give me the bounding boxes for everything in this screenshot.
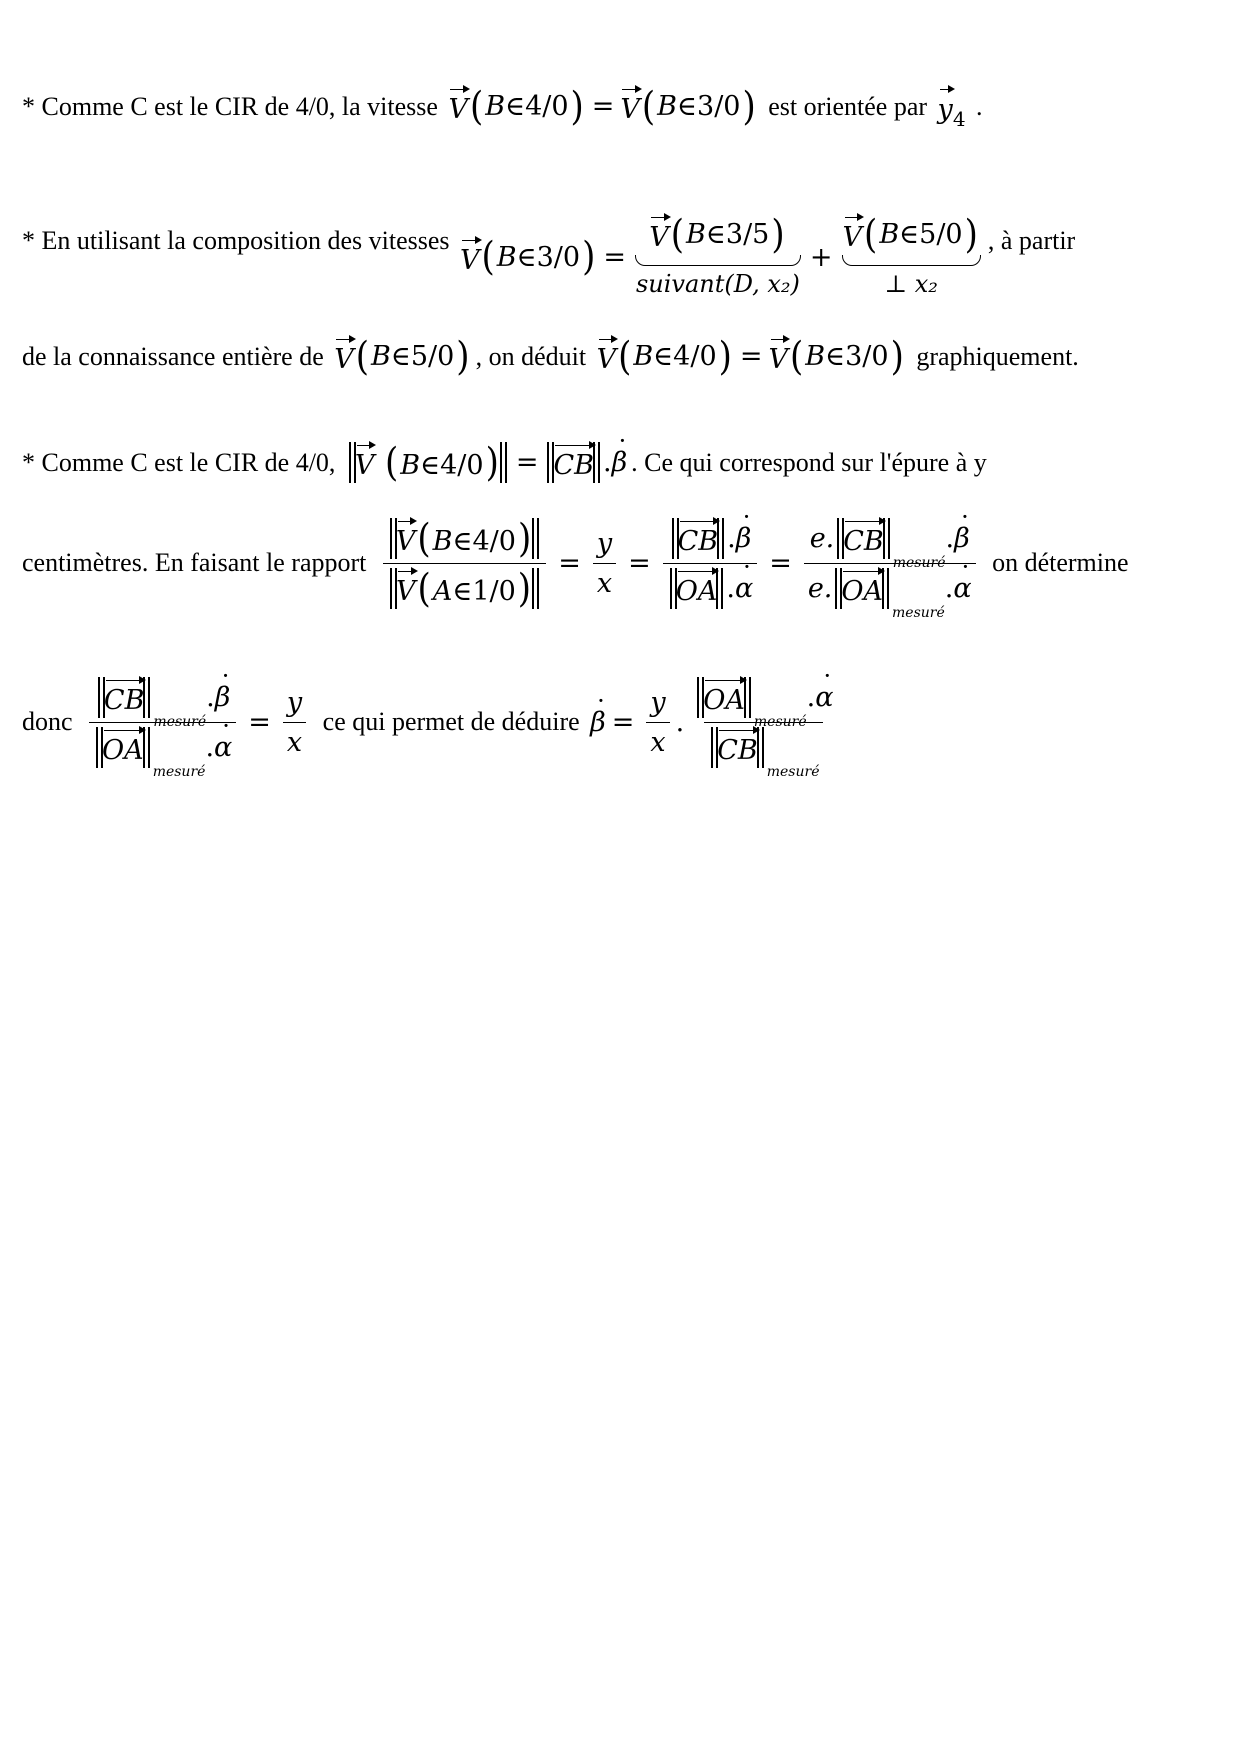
alpha-dot: · α [214,732,232,763]
alpha-dot: · α [735,573,753,604]
vector-v: V [460,239,480,276]
fraction-y-x [283,687,306,758]
velocity-equation: V ( B ∈ 4/0 ) = V ( B ∈ 3/0 ) [448,83,756,130]
point-b: B [805,341,826,372]
subscript-mesure: mesuré [152,763,206,780]
vector-cb: CB [553,444,594,481]
in-symbol: ∈ [677,91,698,122]
in-symbol: ∈ [825,341,846,372]
beta-dot: · β [590,707,606,738]
underbrace-term-2: V ( B ∈ 5/0 ) ⊥ x₂ [843,216,980,298]
motion-label: 4/0 [673,341,717,372]
vector-v: V [355,444,375,481]
numerator: y [596,527,613,559]
in-symbol: ∈ [452,525,473,557]
alpha-dot: · α [953,573,971,604]
paragraph-deduction [22,333,1224,380]
vector-v: V [396,520,416,557]
vector-oa: OA [841,570,883,607]
paragraph-norm [22,440,1224,486]
paragraph-ratio [22,508,1224,621]
point-b: B [485,91,506,122]
text-segment: . [969,91,983,121]
vector-v: V [620,88,640,125]
text-segment: on détermine [985,548,1129,577]
equals-sign: = [628,547,651,579]
motion-label: 3/5 [725,219,770,250]
motion-label: 5/0 [919,219,963,250]
numerator: y [650,686,666,718]
vector-oa: OA [703,679,745,716]
point-b: B [496,241,517,273]
in-symbol: ∈ [390,341,411,372]
vector-v: V [334,338,354,375]
point-b: B [371,341,391,372]
text-segment: , à partir [987,226,1076,255]
motion-label: 3/0 [536,241,581,273]
text-segment: centimètres. En faisant le rapport [22,548,373,577]
point-b: B [633,341,654,372]
text-segment: * Comme C est le CIR de 4/0, [22,447,342,477]
beta-dot: · β [612,447,628,478]
point-b: B [657,91,678,122]
paragraph-cir-orientation [22,83,1224,131]
underbrace-label: ⊥ x₂ [884,270,938,298]
text-segment: * En utilisant la composition des vitesses [22,226,457,255]
vector-y: y [938,88,953,125]
equals-sign: = [739,341,763,372]
text-segment: graphiquement. [909,341,1079,371]
in-symbol: ∈ [516,241,537,273]
text-segment: . Ce qui correspond sur l'épure à y [631,447,987,477]
velocity-equation: V ( B ∈ 4/0 ) = V ( B ∈ 3/0 ) [596,333,904,380]
subscript-mesure: mesuré [766,763,820,780]
denominator: x [593,563,616,599]
motion-label: 3/0 [845,341,889,372]
fraction-measured: CB mesuré . · β OA mesuré . · α [89,677,236,768]
motion-label: 4/0 [525,91,569,122]
motion-label: 5/0 [410,341,455,372]
beta-dot: · β [215,682,231,713]
underbrace-label: suivant(D, x₂) [635,270,800,298]
axis-y4 [937,88,966,131]
plus-sign: + [809,241,833,273]
vector-cb: CB [104,679,145,716]
equals-sign: = [515,447,539,478]
point-b: B [879,219,900,250]
in-symbol: ∈ [505,91,526,122]
fraction-velocities: $\frac{V(B\in 4/0)}{V(A\in 1/0)}$ [383,518,546,609]
denominator: x [283,722,306,758]
in-symbol: ∈ [420,450,441,481]
equals-sign: = [248,706,271,738]
denominator: x [646,722,669,758]
motion-label: 4/0 [440,450,484,481]
text-segment: donc [22,707,80,736]
vector-v: V [448,88,468,125]
point-a: A [432,575,453,607]
norm-equation: V (B∈4/0) = CB . · β [346,442,627,483]
underbrace-term-1: V ( B ∈ 3/5 ) suivant(D, x₂) [635,211,800,298]
vector-oa: OA [676,570,718,607]
motion-label: 3/0 [697,91,741,122]
point-b: B [400,450,421,481]
text-segment: , on déduit [475,341,593,371]
in-symbol: ∈ [705,219,726,250]
underbrace [842,255,981,266]
beta-dot-equation: · β = $\frac{y}{x}$ . OA mesuré . · α CB mesuré [590,677,843,768]
norm-velocity: V (B∈4/0) [349,442,507,483]
norm-cb [547,442,600,483]
equals-sign: = [558,547,581,579]
in-symbol: ∈ [653,341,674,372]
ratio-equation [377,515,982,621]
point-b: B [686,219,706,250]
beta-dot: · β [736,523,752,554]
vector-cb: CB [843,520,884,557]
point-b: B [432,525,453,557]
fraction-oa-cb: OA mesuré . · α CB mesuré [690,677,837,768]
vector-v: V [843,216,863,253]
composition-equation: V ( B ∈ 3/0 ) = V ( B ∈ 3/5 ) suivant(D, x₂) + V ( B ∈ 5/0 ) ⊥ x₂ [460,216,984,298]
subscript-mesure: mesuré [892,604,945,621]
vector-v: V [396,570,416,607]
vector-cb: CB [678,520,719,557]
subscript: 4 [952,107,966,131]
scale-e: e. [809,522,835,554]
measured-ratio-equation [83,677,312,780]
text-segment: de la connaissance entière de [22,341,331,371]
vector-oa: OA [102,729,144,766]
motion-label: 4/0 [472,525,516,557]
in-symbol: ∈ [899,219,920,250]
vector-v: V [649,216,669,253]
fraction-measured: e. CB mesuré . · β e. OA mesuré . · α [804,518,976,609]
text-segment: * Comme C est le CIR de 4/0, la vitesse [22,91,445,121]
text-segment: est orientée par [761,91,934,121]
alpha-dot: · α [815,682,833,713]
equals-sign: = [769,547,792,579]
beta-dot: · β [954,523,970,554]
scale-e: e. [807,572,833,604]
subscript-mesure: mesuré [892,554,946,571]
fraction-y-x [593,528,616,599]
subscript-mesure: mesuré [753,713,807,730]
vector-v: V [597,338,617,375]
in-symbol: ∈ [452,575,473,607]
numerator: y [286,686,303,718]
paragraph-conclusion [22,662,1224,782]
subscript-mesure: mesuré [153,713,207,730]
fraction-y-x [646,687,669,758]
motion-label: 1/0 [472,575,516,607]
equals-sign: = [603,241,626,273]
velocity-5-0: V ( B ∈ 5/0 ) [334,333,470,380]
equals-sign: = [591,91,615,122]
vector-cb: CB [717,729,758,766]
paragraph-composition [22,212,1224,298]
equals-sign: = [611,706,635,738]
fraction-norms: CB . · β OA . · α [663,518,757,609]
vector-v: V [769,338,789,375]
text-segment: ce qui permet de déduire [316,707,587,736]
